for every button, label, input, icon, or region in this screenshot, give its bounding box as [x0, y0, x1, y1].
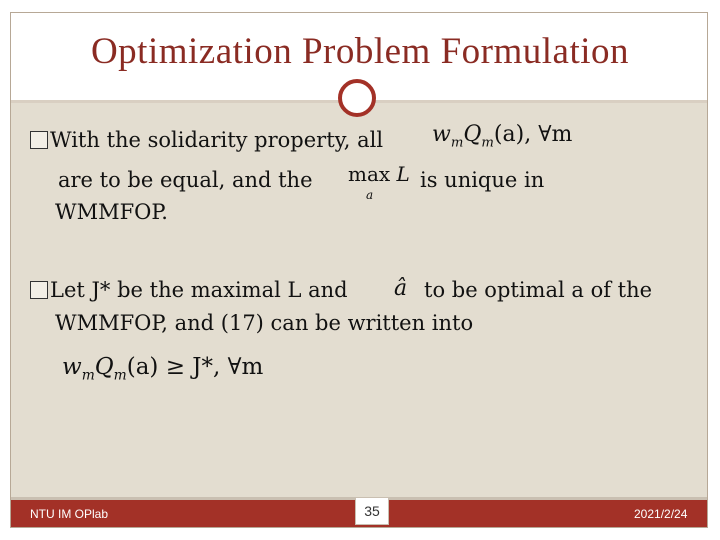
bullet-1-line-1 — [30, 128, 383, 152]
bullet-2-line-1a — [30, 278, 348, 302]
bullet-2-line-2 — [55, 311, 473, 335]
bullet-1-line-2a — [58, 168, 313, 192]
formula-wm-qm-a-forall-m: $w_mQ_m(a)$, ∀m — [432, 122, 573, 151]
footer-date: 2021/2/24 — [634, 507, 688, 521]
page-number: 35 — [355, 497, 389, 525]
bullet-2-line-1b — [424, 278, 652, 302]
formula-max-l: max L — [348, 162, 410, 186]
formula-inequality: $w_mQ_m(a) \ge J*$, ∀m — [62, 354, 264, 384]
bullet-1-text-3: WMMFOP. — [55, 200, 168, 224]
bullet-2-text-1b: to be optimal a of the — [424, 278, 653, 302]
formula-a-hat: â — [394, 276, 408, 301]
bullet-2-text-1a: Let J* be the maximal L and — [50, 278, 348, 302]
footer-lab-name: NTU IM OPlab — [30, 507, 109, 521]
bullet-1-text-2a: are to be equal, and the — [58, 168, 313, 192]
bullet-1-text-1: With the solidarity property, all — [50, 128, 384, 152]
formula-max-l-subscript: a — [366, 188, 374, 202]
bullet-2-text-2: WMMFOP, and (17) can be written into — [55, 311, 474, 335]
slide-title: Optimization Problem Formulation — [90, 31, 630, 72]
bullet-1-line-2b — [420, 168, 544, 192]
bullet-1-text-2b: is unique in — [420, 168, 545, 192]
circle-ornament-icon — [338, 79, 376, 117]
bullet-box-icon — [30, 281, 48, 299]
bullet-1-line-3 — [55, 200, 168, 224]
bullet-box-icon — [30, 131, 48, 149]
